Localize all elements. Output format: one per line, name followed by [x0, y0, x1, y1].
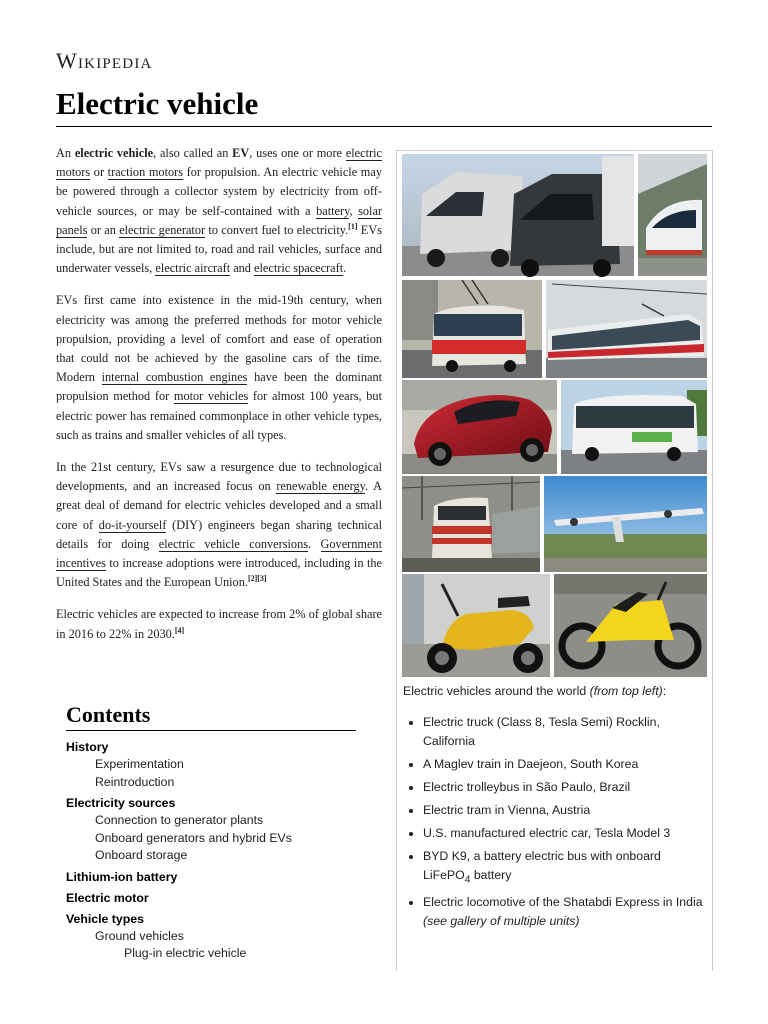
text: , uses one or more	[249, 146, 346, 160]
toc-item-vehicle-types[interactable]: Vehicle types	[66, 911, 144, 926]
link-electric-spacecraft[interactable]: electric spacecraft	[254, 261, 344, 276]
text: Electric vehicles are expected to increase from 2% of global share in 2016 to 22% in 2030.	[56, 607, 382, 641]
toc-item-connection[interactable]: Connection to generator plants	[95, 813, 264, 827]
paragraph-forecast	[56, 605, 382, 643]
toc-item-onboard-storage[interactable]: Onboard storage	[95, 848, 188, 862]
text: battery	[470, 868, 512, 882]
table-of-contents	[66, 702, 356, 962]
toc-item-ground-vehicles[interactable]: Ground vehicles	[95, 928, 184, 943]
caption-item: • Electric tram in Vienna, Austria	[423, 801, 703, 820]
text: have been the dominant propulsion method for	[56, 370, 383, 404]
photo-byd-k9-bus[interactable]	[561, 380, 707, 474]
text: , also called an	[153, 146, 233, 160]
toc-item-reintroduction[interactable]: Reintroduction	[95, 774, 175, 789]
subscript: 4	[464, 874, 471, 886]
caption-item: • Electric trolleybus in São Paulo, Brazil	[423, 778, 703, 797]
link-traction-motors[interactable]: traction motors	[107, 165, 184, 180]
toc-item-electricity-sources[interactable]: Electricity sources	[66, 796, 176, 810]
photo-trolleybus[interactable]	[402, 280, 542, 378]
photo-maglev-train[interactable]	[638, 154, 707, 276]
text: . A great deal of demand for electric vehicles developed and a small core of	[56, 479, 382, 532]
link-internal-combustion-engines[interactable]: internal combustion engines	[101, 370, 248, 385]
text: An	[56, 146, 75, 160]
link-battery[interactable]: battery	[316, 203, 350, 218]
bold-term: EV	[232, 146, 250, 160]
text: BYD K9, a battery electric bus with onboard LiFePO	[423, 849, 661, 882]
link-electric-aircraft[interactable]: electric aircraft	[155, 261, 231, 276]
text: or	[90, 165, 108, 180]
caption-item	[423, 893, 703, 931]
caption-title	[403, 683, 703, 699]
text: Electric locomotive of the Shatabdi Express in India	[423, 895, 703, 910]
caption-item: • A Maglev train in Daejeon, South Korea	[423, 755, 703, 774]
caption-item: • Electric truck (Class 8, Tesla Semi) Rocklin, California	[423, 713, 703, 751]
text: .	[308, 536, 321, 551]
text: EVs include, but are not limited to, road and rail vehicles, surface and underwater vessels,	[56, 222, 382, 276]
toc-item-history[interactable]: History	[66, 740, 109, 754]
toc-item-experimentation[interactable]: Experimentation	[95, 757, 184, 771]
infobox-caption	[403, 683, 703, 935]
photo-tesla-model-3[interactable]	[402, 380, 557, 474]
article-body	[56, 144, 382, 657]
toc-item-onboard-generators[interactable]: Onboard generators and hybrid EVs	[95, 830, 292, 845]
link-electric-vehicle-conversions[interactable]: electric vehicle conversions	[158, 536, 309, 551]
toc-item-lithium-ion-battery[interactable]: Lithium-ion battery	[66, 869, 178, 884]
paragraph-resurgence	[56, 458, 382, 592]
text-italic: (from top left)	[589, 684, 663, 698]
reference-link[interactable]: [1]	[348, 221, 358, 231]
bold-term: electric vehicle	[74, 146, 154, 160]
text: to increase adoptions were introduced, including in the United States and the European Union.	[56, 556, 382, 590]
text: to convert fuel to electricity.	[205, 222, 349, 237]
text: .	[343, 261, 347, 276]
link-solar-panels[interactable]: solar panels	[56, 203, 382, 237]
toc-title: Contents	[66, 702, 151, 727]
text: :	[662, 684, 667, 698]
text: or an	[87, 222, 120, 237]
photo-electric-bike[interactable]	[554, 574, 707, 677]
caption-list	[403, 713, 703, 931]
paragraph-intro	[56, 144, 382, 278]
text: EVs first came into existence in the mid-19th century, when electricity was among the preferred methods for motor vehicle propulsion, providing a level of comfort and ease of operation that could not be achieved by the gasoline cars of the time. Modern	[56, 293, 382, 385]
link-electric-motors[interactable]: electric motors	[56, 146, 382, 180]
toc-item-electric-motor[interactable]: Electric motor	[66, 890, 149, 905]
vehicle-photo-collage[interactable]	[402, 154, 707, 677]
text: In the 21st century, EVs saw a resurgence due to technological developments, and an increased focus on	[56, 460, 382, 494]
text: for propulsion. An electric vehicle may be powered through a collector system by electricity from off-vehicle sources, or may be self-contained with a	[56, 165, 382, 218]
photo-shatabdi-locomotive[interactable]	[402, 476, 540, 572]
caption-item: • U.S. manufactured electric car, Tesla Model 3	[423, 824, 703, 843]
toc-list	[66, 739, 356, 962]
wikipedia-wordmark[interactable]: Wikipedia	[56, 48, 153, 73]
link-motor-vehicles[interactable]: motor vehicles	[173, 389, 249, 404]
text: ,	[349, 203, 359, 218]
toc-item-plug-in-ev[interactable]: Plug-in electric vehicle	[124, 946, 247, 960]
photo-solar-plane[interactable]	[544, 476, 707, 572]
photo-tesla-semi[interactable]	[402, 154, 634, 277]
caption-item	[423, 847, 703, 889]
infobox	[396, 150, 713, 971]
text: (DIY) engineers began sharing technical details for doing	[56, 517, 382, 551]
reference-link[interactable]: [2][3]	[247, 574, 267, 584]
photo-electric-scooter[interactable]	[402, 574, 550, 677]
link-do-it-yourself[interactable]: do-it-yourself	[98, 517, 167, 532]
link-renewable-energy[interactable]: renewable energy	[276, 479, 366, 494]
paragraph-history	[56, 291, 382, 445]
reference-link[interactable]: [4]	[174, 625, 185, 635]
page-title: Electric vehicle	[56, 86, 259, 121]
link-government-incentives[interactable]: Government incentives	[56, 536, 382, 571]
toc-divider	[66, 730, 356, 731]
text: and	[230, 261, 255, 276]
text: Electric vehicles around the world	[403, 684, 590, 698]
text: for almost 100 years, but electric power has remained commonplace in other vehicle types, such as trains and smaller vehicles of all types.	[56, 389, 382, 442]
link-electric-generator[interactable]: electric generator	[119, 222, 206, 237]
title-divider	[56, 126, 712, 127]
text-italic: (see gallery of multiple units)	[423, 914, 580, 929]
photo-tram[interactable]	[546, 280, 707, 378]
